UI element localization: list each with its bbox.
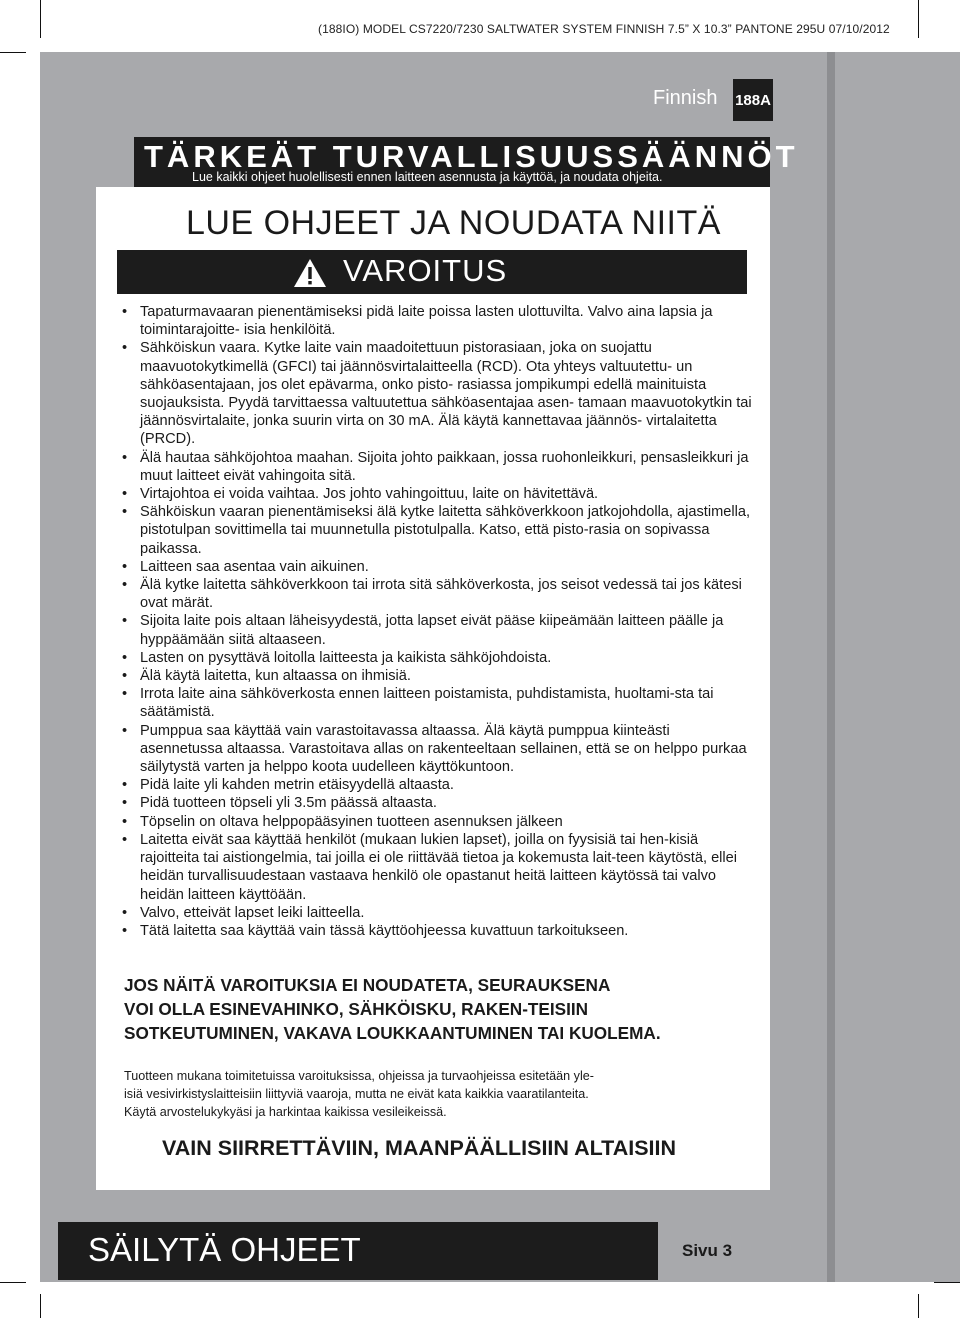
list-item: • Pidä tuotteen töpseli yli 3.5m päässä altaasta. <box>122 794 752 812</box>
list-item: • Pidä laite yli kahden metrin etäisyydellä altaasta. <box>122 776 752 794</box>
print-header: (188IO) MODEL CS7220/7230 SALTWATER SYSTEM FINNISH 7.5” X 10.3” PANTONE 295U 07/10/2012 <box>318 22 890 36</box>
list-item: • Älä hautaa sähköjohtoa maahan. Sijoita johto paikkaan, jossa ruohonleikkuri, pensasleikkuri ja muut laitteet eivät vahingoita sitä. <box>122 449 752 485</box>
side-strip-edge <box>827 52 835 1282</box>
list-item: • Lasten on pysyttävä loitolla laitteesta ja kaikista sähköjohdoista. <box>122 649 752 667</box>
page-number: Sivu 3 <box>682 1241 733 1260</box>
list-item: • Irrota laite aina sähköverkosta ennen laitteen poistamista, puhdistamista, huoltami-sta tai säätämistä. <box>122 685 752 721</box>
warning-title: VAROITUS <box>343 253 508 288</box>
disclaimer <box>124 1067 724 1121</box>
list-item: • Älä kytke laitetta sähköverkkoon tai irrota sitä sähköverkosta, jos seisot vedessä tai jos kätesi ovat märät. <box>122 576 752 612</box>
crop-mark <box>918 0 919 38</box>
page-number-tab <box>658 1227 770 1275</box>
title-band <box>134 137 799 187</box>
list-item: • Virtajohtoa ei voida vaihtaa. Jos johto vahingoittuu, laite on hävitettävä. <box>122 485 752 503</box>
crop-mark <box>918 1294 919 1318</box>
disclaimer-line: isiä vesivirkistyslaitteisiin liittyviä vaaroja, mutta ne eivät kata kaikkia vaaratilanteita. <box>124 1087 589 1101</box>
list-item: • Tapaturmavaaran pienentämiseksi pidä laite poissa lasten ulottuvilta. Valvo aina lapsia ja toimintarajoitte- isia henkilöitä. <box>122 303 752 339</box>
list-item: • Sähköiskun vaara. Kytke laite vain maadoitettuun pistorasiaan, joka on suojattu maavuotokytkimellä (GFCI) tai jäännösvirtalaitteella (RCD). Ota yhteys valtuutettu- un sähköasentajaan, jos olet epävarma, onko pisto- rasiassa jompikumpi edellä mainituista suojauksista. Pyydä tarvittaessa valtuutettua sähköasentajaa asen- tamaan maavuotokytkin tai jäännösvirtalaite, jonka suurin virta on 30 mA. Älä käytä kannettavaa jäännös- virtalaitetta (PRCD). <box>122 339 752 448</box>
list-item: • Laitetta eivät saa käyttää henkilöt (mukaan lukien lapset), joilla on fyysisiä tai hen-kisiä rajoitteita tai aistiongelmia, tai joilla ei ole riittävää tietoa ja kokemusta lait-teen käytöstä, ellei heidän turvallisuudestaan vastaava henkilö ole opastanut heitä laitteen käytössä tai valvo heidän laitteen käyttöään. <box>122 831 752 904</box>
disclaimer-line: Tuotteen mukana toimitetuissa varoituksissa, ohjeissa ja turvaohjeissa esitetään yle- <box>124 1069 594 1083</box>
warning-band <box>117 250 747 294</box>
list-item: • Tätä laitetta saa käyttää vain tässä käyttöohjeessa kuvattuun tarkoitukseen. <box>122 922 752 940</box>
list-item: • Töpselin on oltava helppopääsyinen tuotteen asennuksen jälkeen <box>122 813 752 831</box>
crop-mark <box>0 52 26 53</box>
consequence-line: VOI OLLA ESINEVAHINKO, SÄHKÖISKU, RAKEN-TEISIIN <box>124 999 589 1019</box>
consequence-line: SOTKEUTUMINEN, VAKAVA LOUKKAANTUMINEN TAI KUOLEMA. <box>124 1023 661 1043</box>
consequence-warning <box>124 973 764 1045</box>
list-item: • Sähköiskun vaaran pienentämiseksi älä kytke laitetta sähköverkkoon jatkojohdolla, ajastimella, pistotulpan sovittimella tai muunnetulla pistotulpalla. Katso, että pisto-rasia on sopivassa paikassa. <box>122 503 752 558</box>
crop-mark <box>40 0 41 38</box>
consequence-line: JOS NÄITÄ VAROITUKSIA EI NOUDATETA, SEURAUKSENA <box>124 975 611 995</box>
main-title: TÄRKEÄT TURVALLISUUSSÄÄNNÖT <box>144 139 799 174</box>
save-instructions-title: SÄILYTÄ OHJEET <box>88 1231 361 1268</box>
side-strip <box>827 52 960 1282</box>
read-instructions-title: LUE OHJEET JA NOUDATA NIITÄ <box>186 204 721 242</box>
save-instructions-bar <box>58 1222 658 1280</box>
list-item: • Älä käytä laitetta, kun altaassa on ihmisiä. <box>122 667 752 685</box>
list-item: • Valvo, etteivät lapset leiki laitteella. <box>122 904 752 922</box>
crop-mark <box>40 1294 41 1318</box>
safety-bullet-list <box>122 303 752 940</box>
disclaimer-line: Käytä arvostelukykyäsi ja harkintaa kaikissa vesileikeissä. <box>124 1105 447 1119</box>
crop-mark <box>0 1282 26 1283</box>
main-subtitle: Lue kaikki ohjeet huolellisesti ennen laitteen asennusta ja käyttöä, ja noudata ohjeita. <box>192 170 663 184</box>
list-item: • Laitteen saa asentaa vain aikuinen. <box>122 558 752 576</box>
list-item: • Pumppua saa käyttää vain varastoitavassa altaassa. Älä käytä pumppua kiinteästi asennetussa altaassa. Varastoitava allas on rakenteeltaan sellainen, että se on helppo purkaa säilytystä varten ja helppo koota uudelleen käyttökuntoon. <box>122 722 752 777</box>
above-ground-pools-note: VAIN SIIRRETTÄVIIN, MAANPÄÄLLISIIN ALTAISIIN <box>162 1136 677 1160</box>
list-item: • Sijoita laite pois altaan läheisyydestä, jotta lapset eivät pääse kiipeämään laitteen päälle ja hyppäämään siitä altaaseen. <box>122 612 752 648</box>
language-label: Finnish <box>653 87 718 109</box>
page-code-badge: 188A <box>733 79 773 121</box>
warning-triangle-icon <box>293 258 327 288</box>
crop-mark <box>934 1282 960 1283</box>
